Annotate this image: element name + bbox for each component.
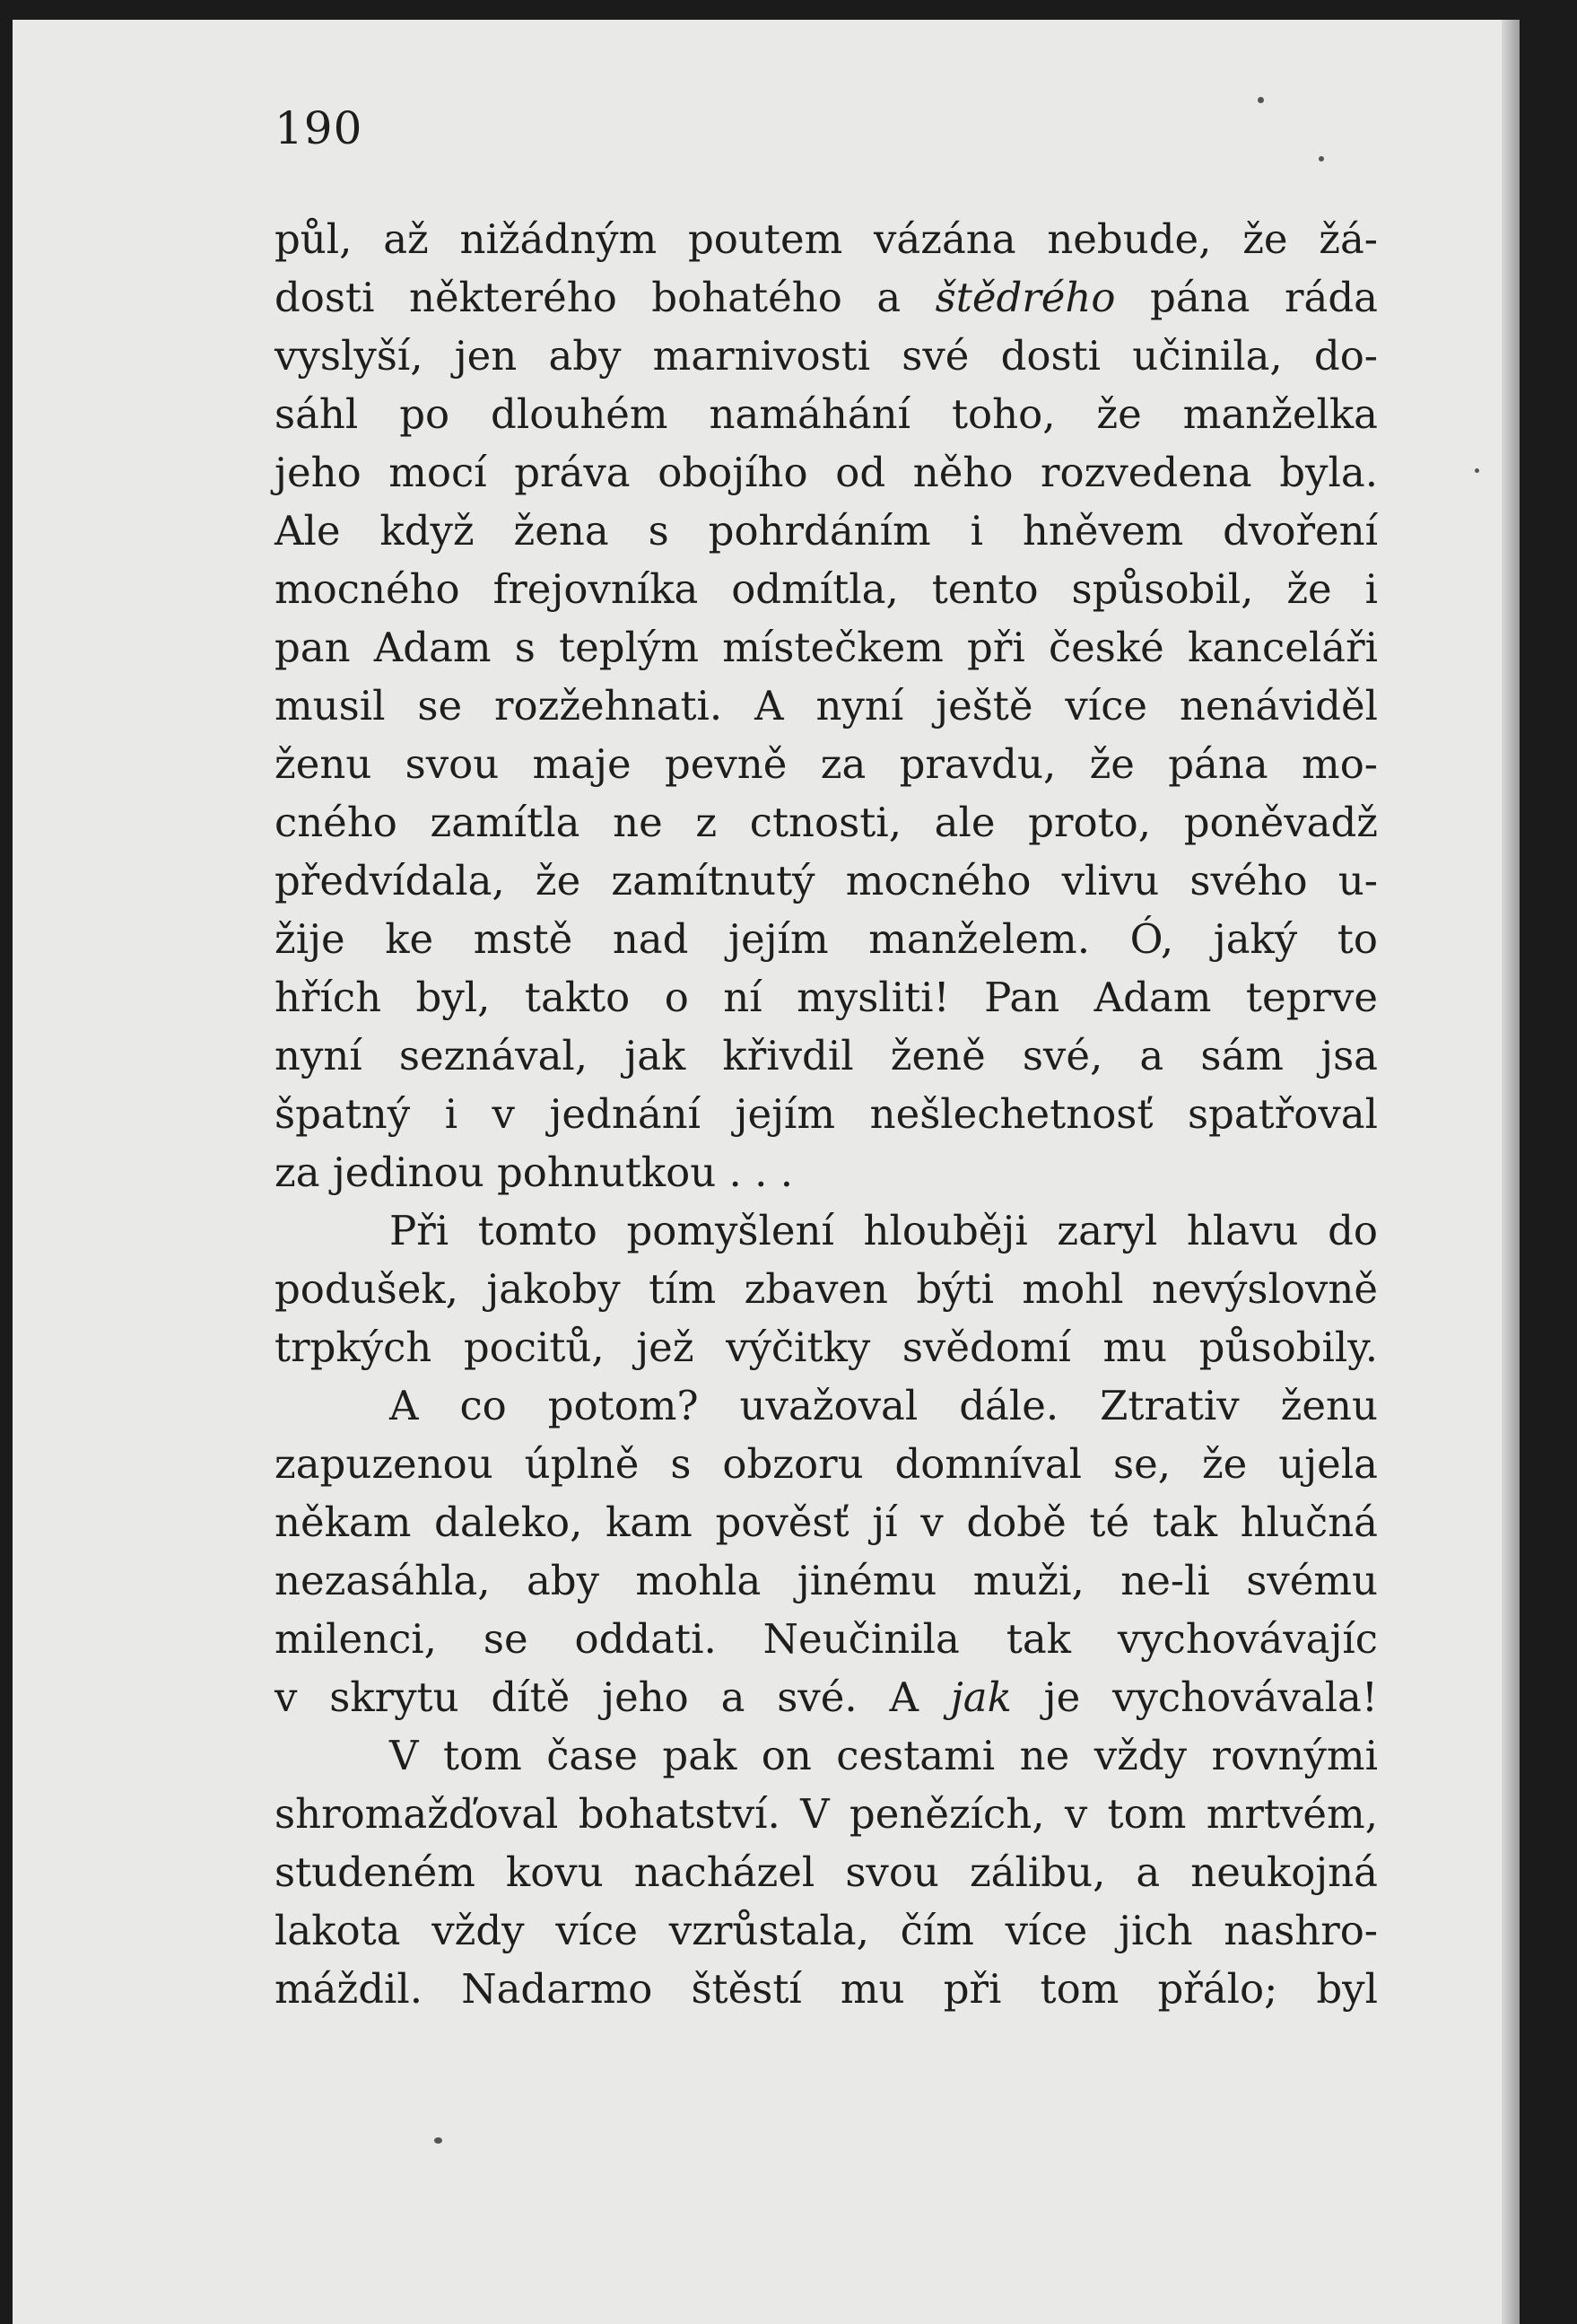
text-line: špatný i v jednání jejím nešlechetnosť spatřoval — [274, 1090, 1378, 1138]
text-line: sáhl po dlouhém namáhání toho, že manželka — [274, 390, 1378, 438]
page-number: 190 — [274, 102, 363, 154]
text-segment: dosti některého bohatého a — [274, 274, 902, 321]
text-line: Při tomto pomyšlení hlouběji zaryl hlavu do — [389, 1207, 1378, 1254]
text-line: za jedinou pohnutkou . . . — [274, 1149, 794, 1196]
text-line: trpkých pocitů, jež výčitky svědomí mu působily. — [274, 1324, 1378, 1371]
text-line — [274, 1668, 1378, 1726]
text-line: žije ke mstě nad jejím manželem. Ó, jaký to — [274, 915, 1378, 963]
text-segment: pána ráda — [1150, 274, 1378, 321]
text-line: půl, až nižádným poutem vázána nebude, že žá- — [274, 215, 1378, 263]
italic-word: štědrého — [935, 274, 1116, 321]
text-line: vyslyší, jen aby marnivosti své dosti učinila, do- — [274, 332, 1378, 380]
text-line: předvídala, že zamítnutý mocného vlivu svého u- — [274, 857, 1378, 904]
text-line: A co potom? uvažoval dále. Ztrativ ženu — [389, 1382, 1378, 1429]
text-line: shromažďoval bohatství. V penězích, v tom mrtvém, — [274, 1790, 1378, 1838]
text-line: studeném kovu nacházel svou zálibu, a neukojná — [274, 1848, 1378, 1896]
text-line: nyní seznával, jak křivdil ženě své, a sám jsa — [274, 1032, 1378, 1079]
book-page — [13, 20, 1520, 2324]
print-speck — [1319, 156, 1324, 162]
text-line: ženu svou maje pevně za pravdu, že pána mo- — [274, 740, 1378, 788]
text-line — [274, 268, 1378, 327]
text-segment: v skrytu dítě jeho a své. A — [274, 1673, 919, 1721]
text-line: cného zamítla ne z ctnosti, ale proto, poněvadž — [274, 799, 1378, 846]
print-speck — [434, 2137, 442, 2144]
text-line: milenci, se oddati. Neučinila tak vychovávajíc — [274, 1615, 1378, 1663]
text-line: máždil. Nadarmo štěstí mu při tom přálo; byl — [274, 1965, 1378, 2013]
body-text — [274, 210, 1378, 2018]
text-line: zapuzenou úplně s obzoru domníval se, že ujela — [274, 1440, 1378, 1488]
text-line: hřích byl, takto o ní mysliti! Pan Adam teprve — [274, 974, 1378, 1021]
text-line: jeho mocí práva obojího od něho rozvedena byla. — [274, 449, 1378, 496]
text-line: V tom čase pak on cestami ne vždy rovnými — [389, 1732, 1378, 1779]
print-speck — [1258, 97, 1264, 103]
text-line: pan Adam s teplým místečkem při české kanceláři — [274, 624, 1378, 671]
text-line: nezasáhla, aby mohla jinému muži, ne-li svému — [274, 1557, 1378, 1604]
text-line: musil se rozžehnati. A nyní ještě více nenáviděl — [274, 682, 1378, 730]
text-line: podušek, jakoby tím zbaven býti mohl nevýslovně — [274, 1265, 1378, 1313]
print-speck — [1475, 468, 1479, 473]
italic-word: jak — [950, 1673, 1012, 1721]
text-segment: je vychovávala! — [1043, 1673, 1378, 1721]
page-edge-shadow — [1502, 20, 1520, 2324]
text-line: lakota vždy více vzrůstala, čím více jich nashro- — [274, 1907, 1378, 1954]
text-line: Ale když žena s pohrdáním i hněvem dvoření — [274, 507, 1378, 555]
text-line: někam daleko, kam pověsť jí v době té tak hlučná — [274, 1498, 1378, 1546]
text-line: mocného frejovníka odmítla, tento spůsobil, že i — [274, 565, 1378, 613]
